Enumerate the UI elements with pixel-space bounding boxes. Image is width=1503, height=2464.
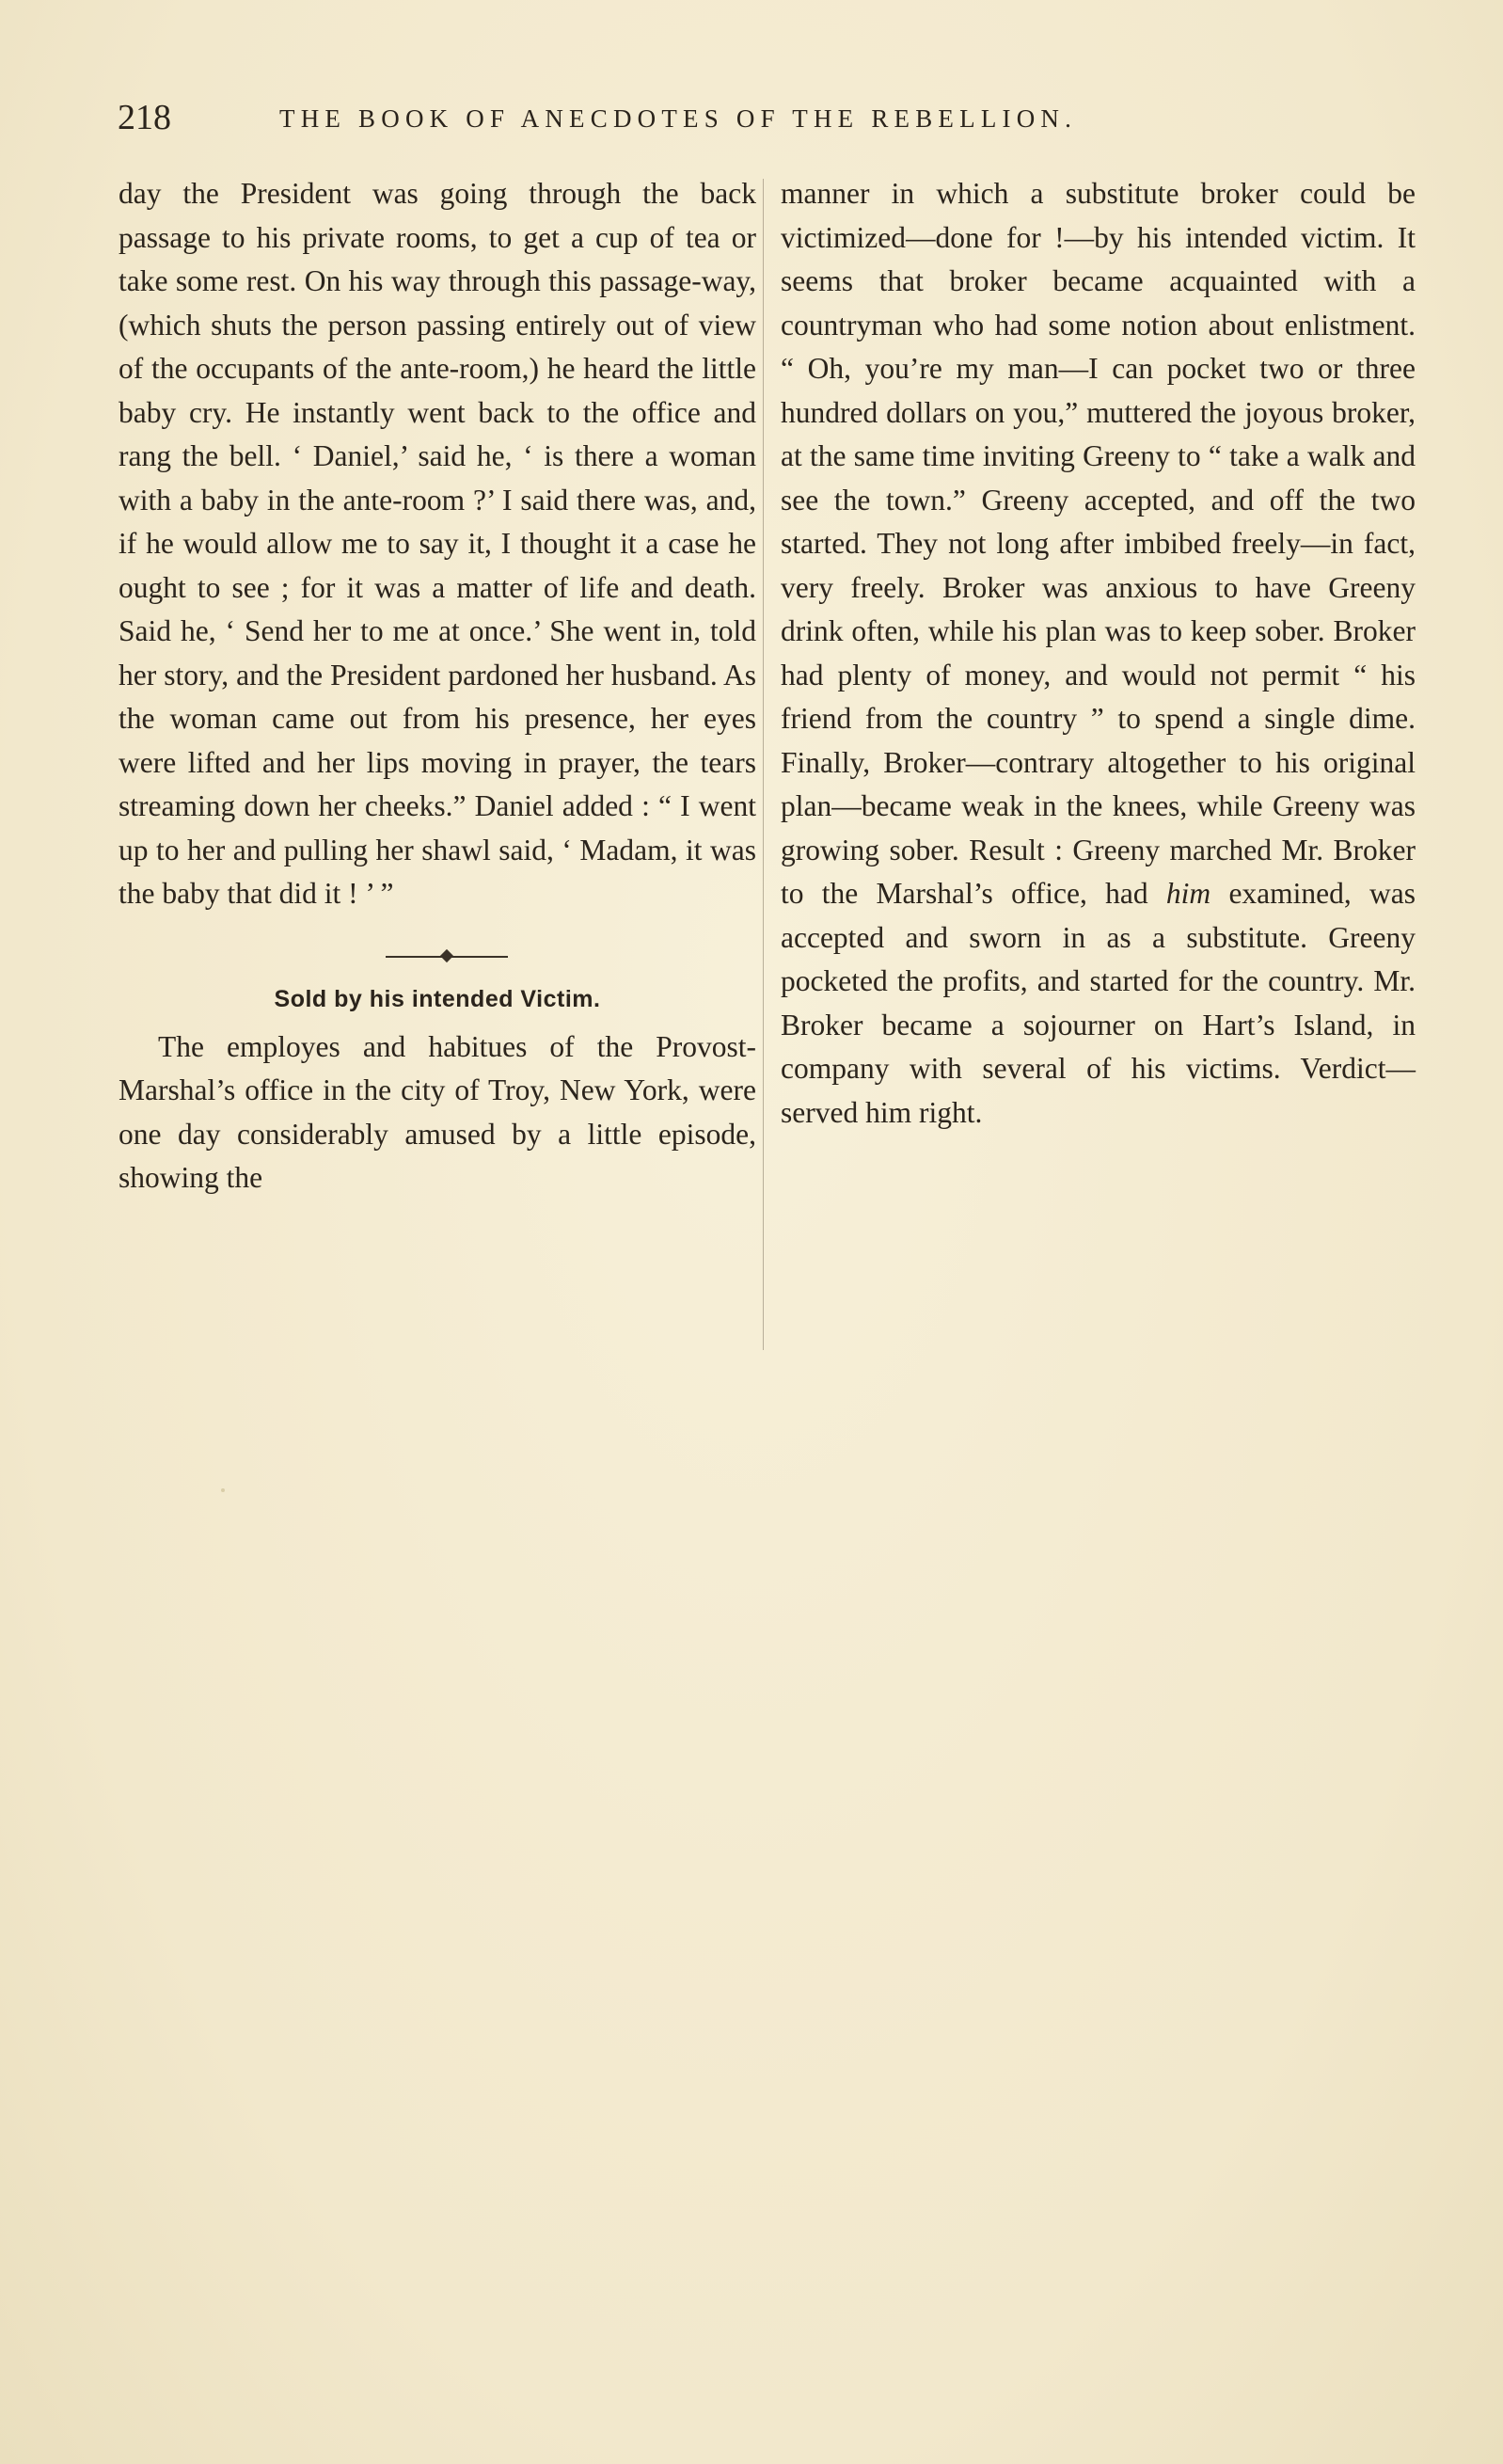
emphasis-word: him (1165, 877, 1211, 910)
section-divider (119, 937, 756, 977)
text-after-emphasis: examined, was accepted and sworn in as a substitute. Greeny pocketed the profits, and started for the country. Mr. Broker became a sojourner on Hart’s Island, in company with several of his victims. Verdict—served him right. (781, 877, 1416, 1129)
left-column (119, 172, 756, 1200)
divider-diamond-icon (440, 948, 453, 962)
right-column (781, 172, 1416, 1135)
paper-speck (221, 1488, 225, 1492)
column-rule (763, 179, 764, 1350)
section-heading: Sold by his intended Victim. (274, 985, 601, 1012)
text-before-emphasis: manner in which a substitute broker could be victimized—done for !—by his intended victim. It seems that broker became acquainted with a countryman who had some notion about enlistment. “ Oh, you’re my man—I can pocket two or three hundred dollars on you,” muttered the joyous broker, at the same time inviting Greeny to “ take a walk and see the town.” Greeny accepted, and off the two started. They not long after imbibed freely—in fact, very freely. Broker was anxious to have Greeny drink often, while his plan was to keep sober. Broker had plenty of money, and would not permit “ his friend from the country ” to spend a single dime. Finally, Broker—contrary altogether to his original plan—became weak in the knees, while Greeny was growing sober. Result : Greeny marched Mr. Broker to the Marshal’s office, had (781, 177, 1416, 910)
running-head (118, 94, 1416, 141)
running-title: THE BOOK OF ANECDOTES OF THE REBELLION. (279, 104, 1078, 133)
page-number: 218 (118, 98, 171, 137)
section-opening-paragraph: The employes and habitues of the Provost-Marshal’s office in the city of Troy, New York, were one day considerably amused by a little episode, showing the (119, 1029, 756, 1194)
continued-paragraph: day the President was going through the back passage to his private rooms, to get a cup of tea or take some rest. On his way through this passage-way, (which shuts the person passing entirely out of view of the occupants of the ante-room,) he heard the little baby cry. He instantly went back to the office and rang the bell. ‘ Daniel,’ said he, ‘ is there a woman with a baby in the ante-room ?’ I said there was, and, if he would allow me to say it, I thought it a case he ought to see ; for it was a matter of life and death. Said he, ‘ Send her to me at once.’ She went in, told her story, and the President pardoned her husband. As the woman came out from his presence, her eyes were lifted and her lips moving in prayer, the tears streaming down her cheeks.” Daniel added : “ I went up to her and pulling her shawl said, ‘ Madam, it was the baby that did it ! ’ ” (119, 177, 756, 910)
continued-paragraph-right (781, 172, 1416, 1135)
